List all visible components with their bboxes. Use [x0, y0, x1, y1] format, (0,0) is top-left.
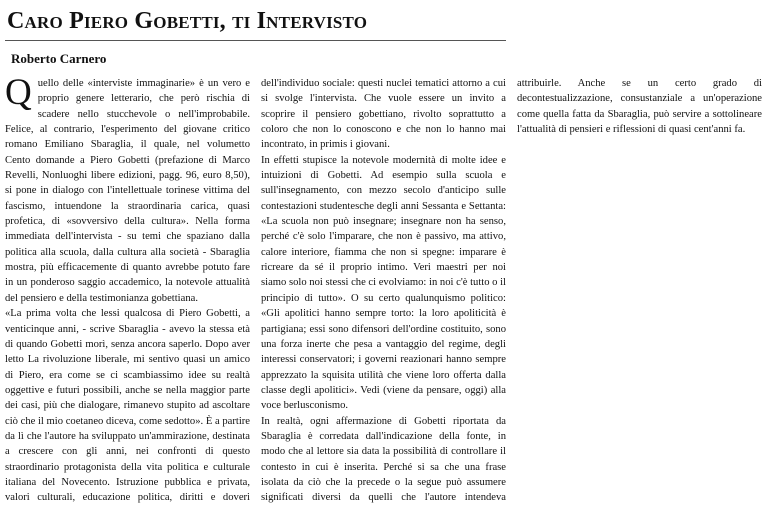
paragraph-4: In realtà, ogni affermazione di Gobetti riportata da Sbaraglia è corredata dall'indicazione della fonte, in modo che al lettore sia data la possibilità di controllare il contesto in cui è inserita. Perché si sa che una frase isolata da ciò che la precede o la segue può assumere significati diversi da quelli che l'autore intendeva attribuirle. Anche se un certo grado di decontestualizzazione, consustanziale a un'operazione come quella fatta da Sbaraglia, può servire a sottolineare l'attualità di pensieri e riflessioni di quasi cent'anni fa.	[261, 78, 762, 504]
title-rule	[5, 40, 506, 41]
paragraph-3: In effetti stupisce la notevole modernità di molte idee e intuizioni di Gobetti. Ad esempio sulla scuola e sull'insegnamento, con mezzo secolo d'anticipo sulle contestazioni studentesche degli anni Sessanta e Settanta: «La scuola non può insegnare; insegnare non ha senso, perché c'è solo l'imparare, che non è passivo, ma attivo, calore interiore, fiamma che non si spegne: imparare è ricreare da sé il proprio intimo. Veri maestri per noi siamo solo noi stessi che ci evolviamo: in noi c'è tutto o il principio di tutto». O su certo qualunquismo politico: «Gli apolitici hanno sempre torto: la loro apoliticità è partigiana; essi sono difensori dell'ordine costituito, sono una forza inerte che pesa a vantaggio del regime, degli interessi conservatori; i governi reazionari hanno sempre apprezzato la squisita utilità che viene loro offerta dalla classe degli apolitici». Vedi (viene da pensare, oggi) alla voce berlusconismo.	[261, 154, 506, 412]
paragraph-1-text: uello delle «interviste immaginarie» è un vero e proprio genere letterario, che però rischia di scadere nello stucchevole o nell'improbabile. Felice, al contrario, l'esperimento del giovane critico romano Emiliano Sbaraglia, il quale, nel volumetto Cento domande a Piero Gobetti (prefazione di Marco Revelli, Nonluoghi libere edizioni, pagg. 96, euro 8,50), si pone in dialogo con l'intellettuale torinese vittima del fascismo, intuendone la straordinaria carica, quasi profetica, di «sovversivo della cultura». Nella forma immediata dell'intervista - su temi che spaziano dalla politica alla scuola, dalla cultura alla società - Sbaraglia mostra, più efficacemente di quanto avrebbe potuto fare in un ponderoso saggio accademico, la notevole attualità del pensiero e della testimonianza gobettiana.	[5, 78, 250, 304]
article-title: Caro Piero Gobetti, ti Intervisto	[7, 8, 368, 34]
paragraph-2: «La prima volta che lessi qualcosa di Piero Gobetti, a venticinque anni, - scrive Sbaraglia - avevo la stessa età di quando Gobetti morì, senza ancora saperlo. Dopo aver letto La rivoluzione liberale, mi sentivo quasi un amico di Piero, era come se ci scambiassimo idee su realtà oggettive e futuri possibili, anche se nella maggior parte dei casi, più che dialogare, rimanevo stupito ad ascoltare ciò che il mio coetaneo diceva, come sedotto». È a partire da lì che l'autore ha sviluppato un'ammirazione, destinata a crescere con gli anni, nei confronti di questo straordinario protagonista della vita politica e culturale italiana del Novecento. Istruzione pubblica e privata, valori culturali, educazione politica, diritti e doveri dell'individuo sociale: questi nuclei tematici attorno a cui si svolge l'intervista. Che vuole essere un invito a scoprire il pensiero gobettiano, rivolto soprattutto a coloro che non lo conoscono e che non lo hanno mai incontrato, in primis i giovani.	[5, 78, 506, 504]
article-body	[5, 72, 762, 518]
article-author: Roberto Carnero	[11, 51, 107, 66]
paragraph-1	[5, 72, 250, 306]
drop-cap: Q	[5, 72, 32, 113]
